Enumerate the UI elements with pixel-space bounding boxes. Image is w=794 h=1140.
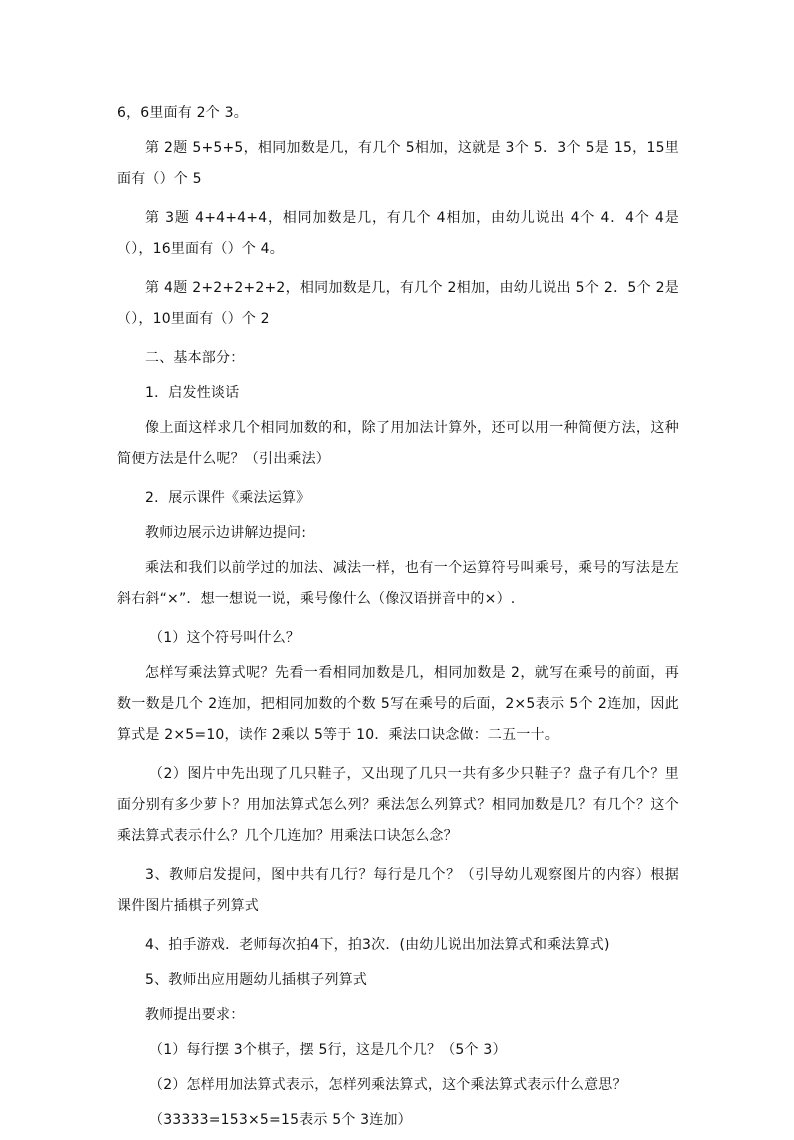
paragraph-2: 第 2题 5+5+5，相同加数是几，有几个 5相加，这就是 3个 5．3个 5是 15，15里面有（）个 5 — [117, 140, 679, 187]
paragraph-11: 5、教师出应用题幼儿插棋子列算式 — [145, 972, 368, 988]
paragraph-8: 怎样写乘法算式呢？先看一看相同加数是几，相同加数是 2，就写在乘号的前面，再数一数是几个 2连加，把相同加数的个数 5写在乘号的后面，2×5表示 5个 2连加，因此算式是 2×5=10，读作 2乘以 5等于 10．乘法口诀念做：二五一十。 — [117, 665, 679, 743]
paragraph-4: 第 4题 2+2+2+2+2，相同加数是几，有几个 2相加，由幼儿说出 5个 2．5个 2是（），10里面有（）个 2 — [117, 280, 679, 327]
section-heading-basic: 二、基本部分： — [145, 350, 245, 366]
paragraph-5: 像上面这样求几个相同加数的和，除了用加法计算外，还可以用一种简便方法，这种简便方法是什么呢？（引出乘法） — [117, 420, 679, 467]
paragraph-12: 教师提出要求： — [145, 1007, 245, 1023]
question-2: （2）图片中先出现了几只鞋子，又出现了几只一共有多少只鞋子？盘子有几个？里面分别有多少萝卜？用加法算式怎么列？乘法怎么列算式？相同加数是几？有几个？这个乘法算式表示什么？几个几连加？用乘法口诀怎么念？ — [117, 766, 679, 844]
paragraph-7: 乘法和我们以前学过的加法、减法一样，也有一个运算符号叫乘号，乘号的写法是左斜右斜“×”．想一想说一说，乘号像什么（像汉语拼音中的×）. — [117, 560, 679, 607]
paragraph-6: 教师边展示边讲解边提问: — [145, 525, 307, 541]
item-heading-1: 1．启发性谈话 — [145, 385, 240, 401]
requirement-1: （1）每行摆 3个棋子，摆 5行，这是几个几？（5个 3） — [149, 1042, 507, 1058]
requirement-answer: （33333=153×5=15表示 5个 3连加） — [149, 1112, 412, 1128]
paragraph-3: 第 3题 4+4+4+4，相同加数是几，有几个 4相加，由幼儿说出 4个 4．4个 4是（），16里面有（）个 4。 — [117, 210, 679, 257]
requirement-2: （2）怎样用加法算式表示，怎样列乘法算式，这个乘法算式表示什么意思？ — [149, 1077, 627, 1093]
paragraph-1: 6，6里面有 2个 3。 — [117, 105, 248, 121]
question-1: （1）这个符号叫什么？ — [149, 630, 301, 646]
document-body — [117, 98, 679, 1140]
paragraph-9: 3、教师启发提问，图中共有几行？每行是几个？（引导幼儿观察图片的内容）根据课件图片插棋子列算式 — [117, 867, 679, 914]
paragraph-10: 4、拍手游戏．老师每次拍4下，拍3次．(由幼儿说出加法算式和乘法算式) — [145, 937, 610, 953]
item-heading-2: 2．展示课件《乘法运算》 — [145, 490, 311, 506]
